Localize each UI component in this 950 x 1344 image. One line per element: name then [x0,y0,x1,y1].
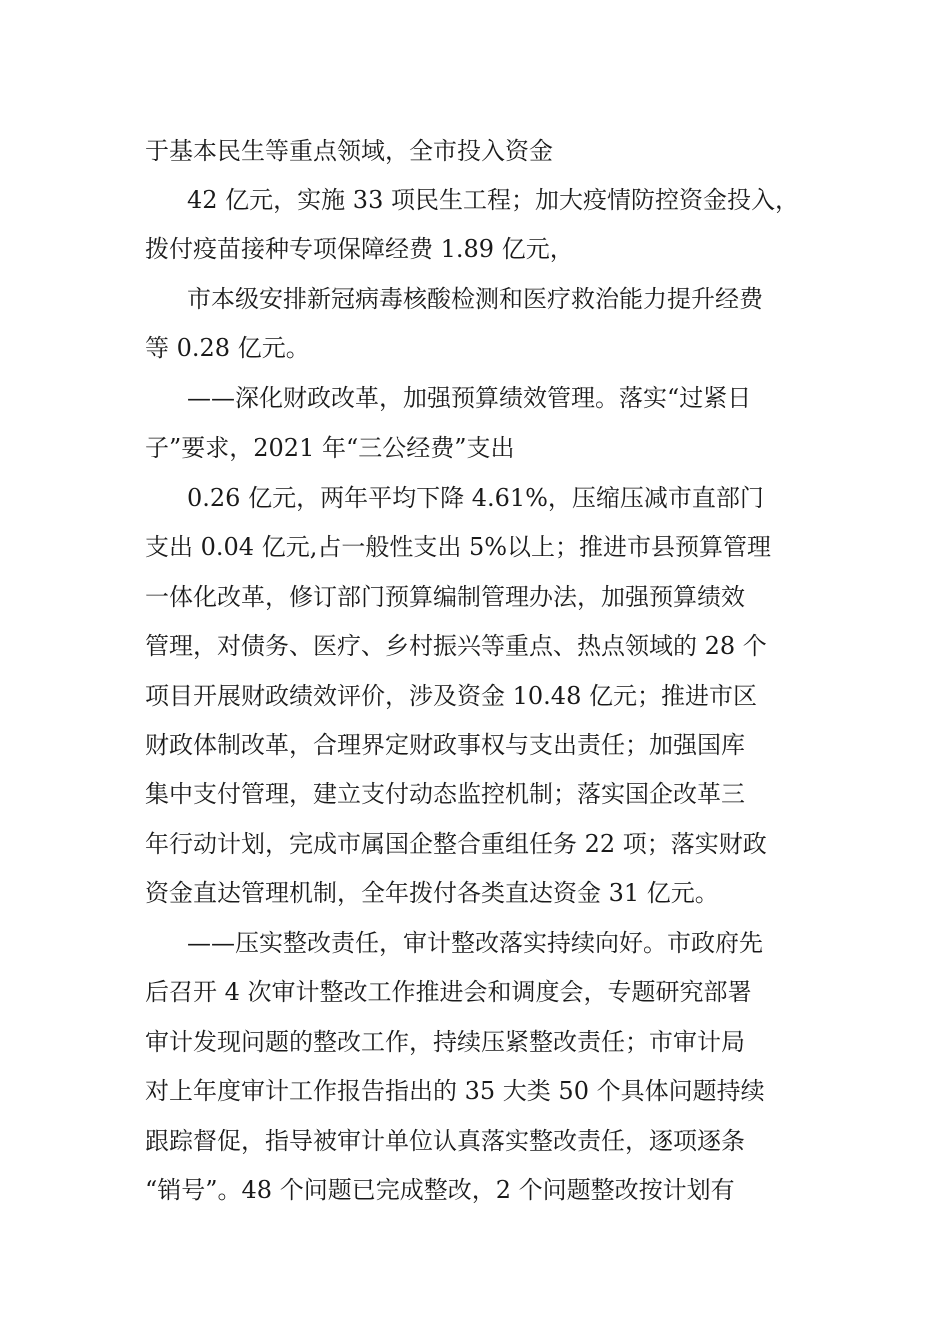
line-text: 一体化改革，修订部门预算编制管理办法，加强预算绩效 [145,583,745,611]
text-line [0,480,950,516]
line-text: 管理，对债务、医疗、乡村振兴等重点、热点领域的 28 个 [145,632,767,660]
text-line [0,678,950,714]
line-text: 资金直达管理机制，全年拨付各类直达资金 31 亿元。 [145,879,719,907]
text-line [0,1024,950,1060]
line-text: ——压实整改责任，审计整改落实持续向好。市政府先 [187,929,763,957]
text-line [0,529,950,565]
line-text: 审计发现问题的整改工作，持续压紧整改责任；市审计局 [145,1028,745,1056]
text-line [0,380,950,416]
text-line [0,231,950,267]
line-text: 等 0.28 亿元。 [145,334,310,362]
text-line [0,579,950,615]
text-line [0,182,950,218]
line-text: 项目开展财政绩效评价，涉及资金 10.48 亿元；推进市区 [145,682,757,710]
line-text: 跟踪督促，指导被审计单位认真落实整改责任，逐项逐条 [145,1127,745,1155]
line-text: 支出 0.04 亿元,占一般性支出 5%以上；推进市县预算管理 [145,533,772,561]
text-line [0,430,950,466]
line-text: 市本级安排新冠病毒核酸检测和医疗救治能力提升经费 [187,285,763,313]
line-text: 年行动计划，完成市属国企整合重组任务 22 项；落实财政 [145,830,767,858]
line-text: 42 亿元，实施 33 项民生工程；加大疫情防控资金投入， [187,186,799,214]
text-line [0,826,950,862]
line-text: 子”要求，2021 年“三公经费”支出 [145,434,515,462]
text-line [0,1123,950,1159]
text-line [0,727,950,763]
line-text: 后召开 4 次审计整改工作推进会和调度会，专题研究部署 [145,978,752,1006]
text-line [0,1073,950,1109]
text-line [0,974,950,1010]
text-line [0,925,950,961]
line-text: 拨付疫苗接种专项保障经费 1.89 亿元， [145,235,574,263]
text-line [0,628,950,664]
line-text: 对上年度审计工作报告指出的 35 大类 50 个具体问题持续 [145,1077,765,1105]
text-line [0,330,950,366]
line-text: 集中支付管理，建立支付动态监控机制；落实国企改革三 [145,780,745,808]
line-text: “销号”。48 个问题已完成整改，2 个问题整改按计划有 [145,1176,735,1204]
line-text: 于基本民生等重点领域，全市投入资金 [145,137,553,165]
line-text: ——深化财政改革，加强预算绩效管理。落实“过紧日 [187,384,752,412]
line-text: 0.26 亿元，两年平均下降 4.61%，压缩压减市直部门 [187,484,764,512]
text-line [0,133,950,169]
text-line [0,776,950,812]
text-line [0,281,950,317]
text-line [0,1172,950,1208]
text-line [0,875,950,911]
line-text: 财政体制改革，合理界定财政事权与支出责任；加强国库 [145,731,745,759]
